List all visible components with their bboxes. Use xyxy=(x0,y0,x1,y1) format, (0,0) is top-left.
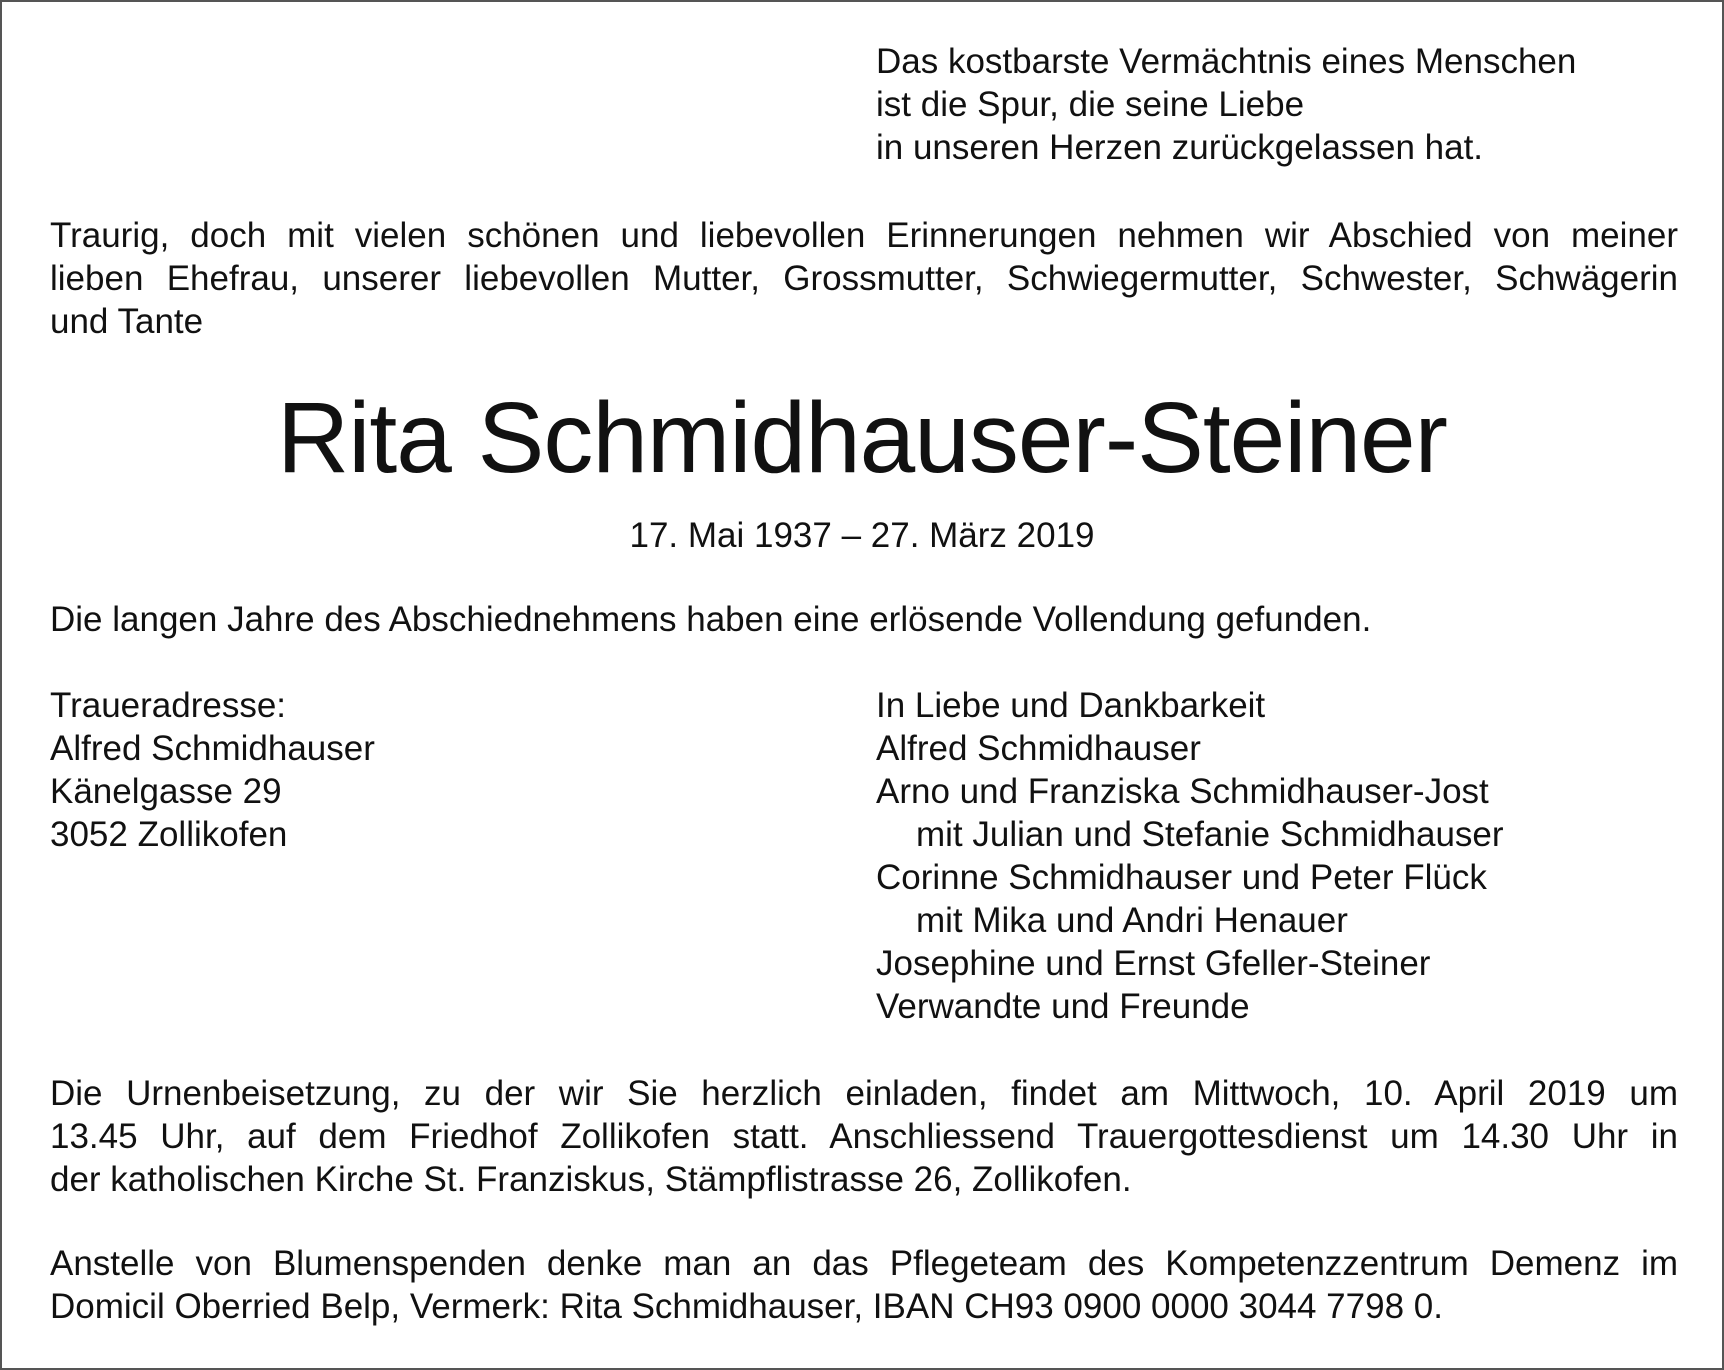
mourners-line: Corinne Schmidhauser und Peter Flück xyxy=(876,858,1487,897)
address-line: Känelgasse 29 xyxy=(50,772,282,811)
address-line: 3052 Zollikofen xyxy=(50,815,288,854)
donation-paragraph xyxy=(50,1242,1678,1328)
ceremony-paragraph xyxy=(50,1072,1678,1201)
intro-paragraph xyxy=(50,214,1678,343)
mourners-line: Josephine und Ernst Gfeller-Steiner xyxy=(876,944,1431,983)
mourners-line: Alfred Schmidhauser xyxy=(876,729,1201,768)
ceremony-line: 13.45 Uhr, auf dem Friedhof Zollikofen statt. Anschliessend Trauergottesdienst um 14.30 Uhr in xyxy=(50,1117,1678,1156)
farewell-note-text: Die langen Jahre des Abschiednehmens haben eine erlösende Vollendung gefunden. xyxy=(50,600,1372,639)
quote-line: in unseren Herzen zurückgelassen hat. xyxy=(876,128,1484,167)
quote-line: Das kostbarste Vermächtnis eines Menschen xyxy=(876,42,1577,81)
intro-line: und Tante xyxy=(50,302,204,341)
ceremony-line: der katholischen Kirche St. Franziskus, Stämpflistrasse 26, Zollikofen. xyxy=(50,1160,1132,1199)
mourners-list xyxy=(876,684,1504,1028)
address-line: Traueradresse: xyxy=(50,686,287,725)
mourners-line: In Liebe und Dankbarkeit xyxy=(876,686,1266,725)
mourners-line: Verwandte und Freunde xyxy=(876,987,1250,1026)
mourners-line: mit Mika und Andri Henauer xyxy=(916,901,1348,940)
mourners-line: Arno und Franziska Schmidhauser-Jost xyxy=(876,772,1489,811)
mourning-address xyxy=(50,684,375,856)
deceased-name: Rita Schmidhauser-Steiner xyxy=(277,382,1447,494)
donation-line: Domicil Oberried Belp, Vermerk: Rita Schmidhauser, IBAN CH93 0900 0000 3044 7798 0. xyxy=(50,1287,1443,1326)
ceremony-line: Die Urnenbeisetzung, zu der wir Sie herzlich einladen, findet am Mittwoch, 10. April 2019 um xyxy=(50,1074,1678,1113)
farewell-note xyxy=(50,598,1371,641)
memorial-quote xyxy=(876,40,1576,169)
quote-line: ist die Spur, die seine Liebe xyxy=(876,85,1305,124)
mourners-line: mit Julian und Stefanie Schmidhauser xyxy=(916,815,1504,854)
donation-line: Anstelle von Blumenspenden denke man an das Pflegeteam des Kompetenzzentrum Demenz im xyxy=(50,1244,1678,1283)
life-dates: 17. Mai 1937 – 27. März 2019 xyxy=(629,516,1095,555)
address-line: Alfred Schmidhauser xyxy=(50,729,375,768)
intro-line: lieben Ehefrau, unserer liebevollen Mutter, Grossmutter, Schwiegermutter, Schwester, Schwägerin xyxy=(50,259,1678,298)
intro-line: Traurig, doch mit vielen schönen und liebevollen Erinnerungen nehmen wir Abschied von meiner xyxy=(50,216,1678,255)
